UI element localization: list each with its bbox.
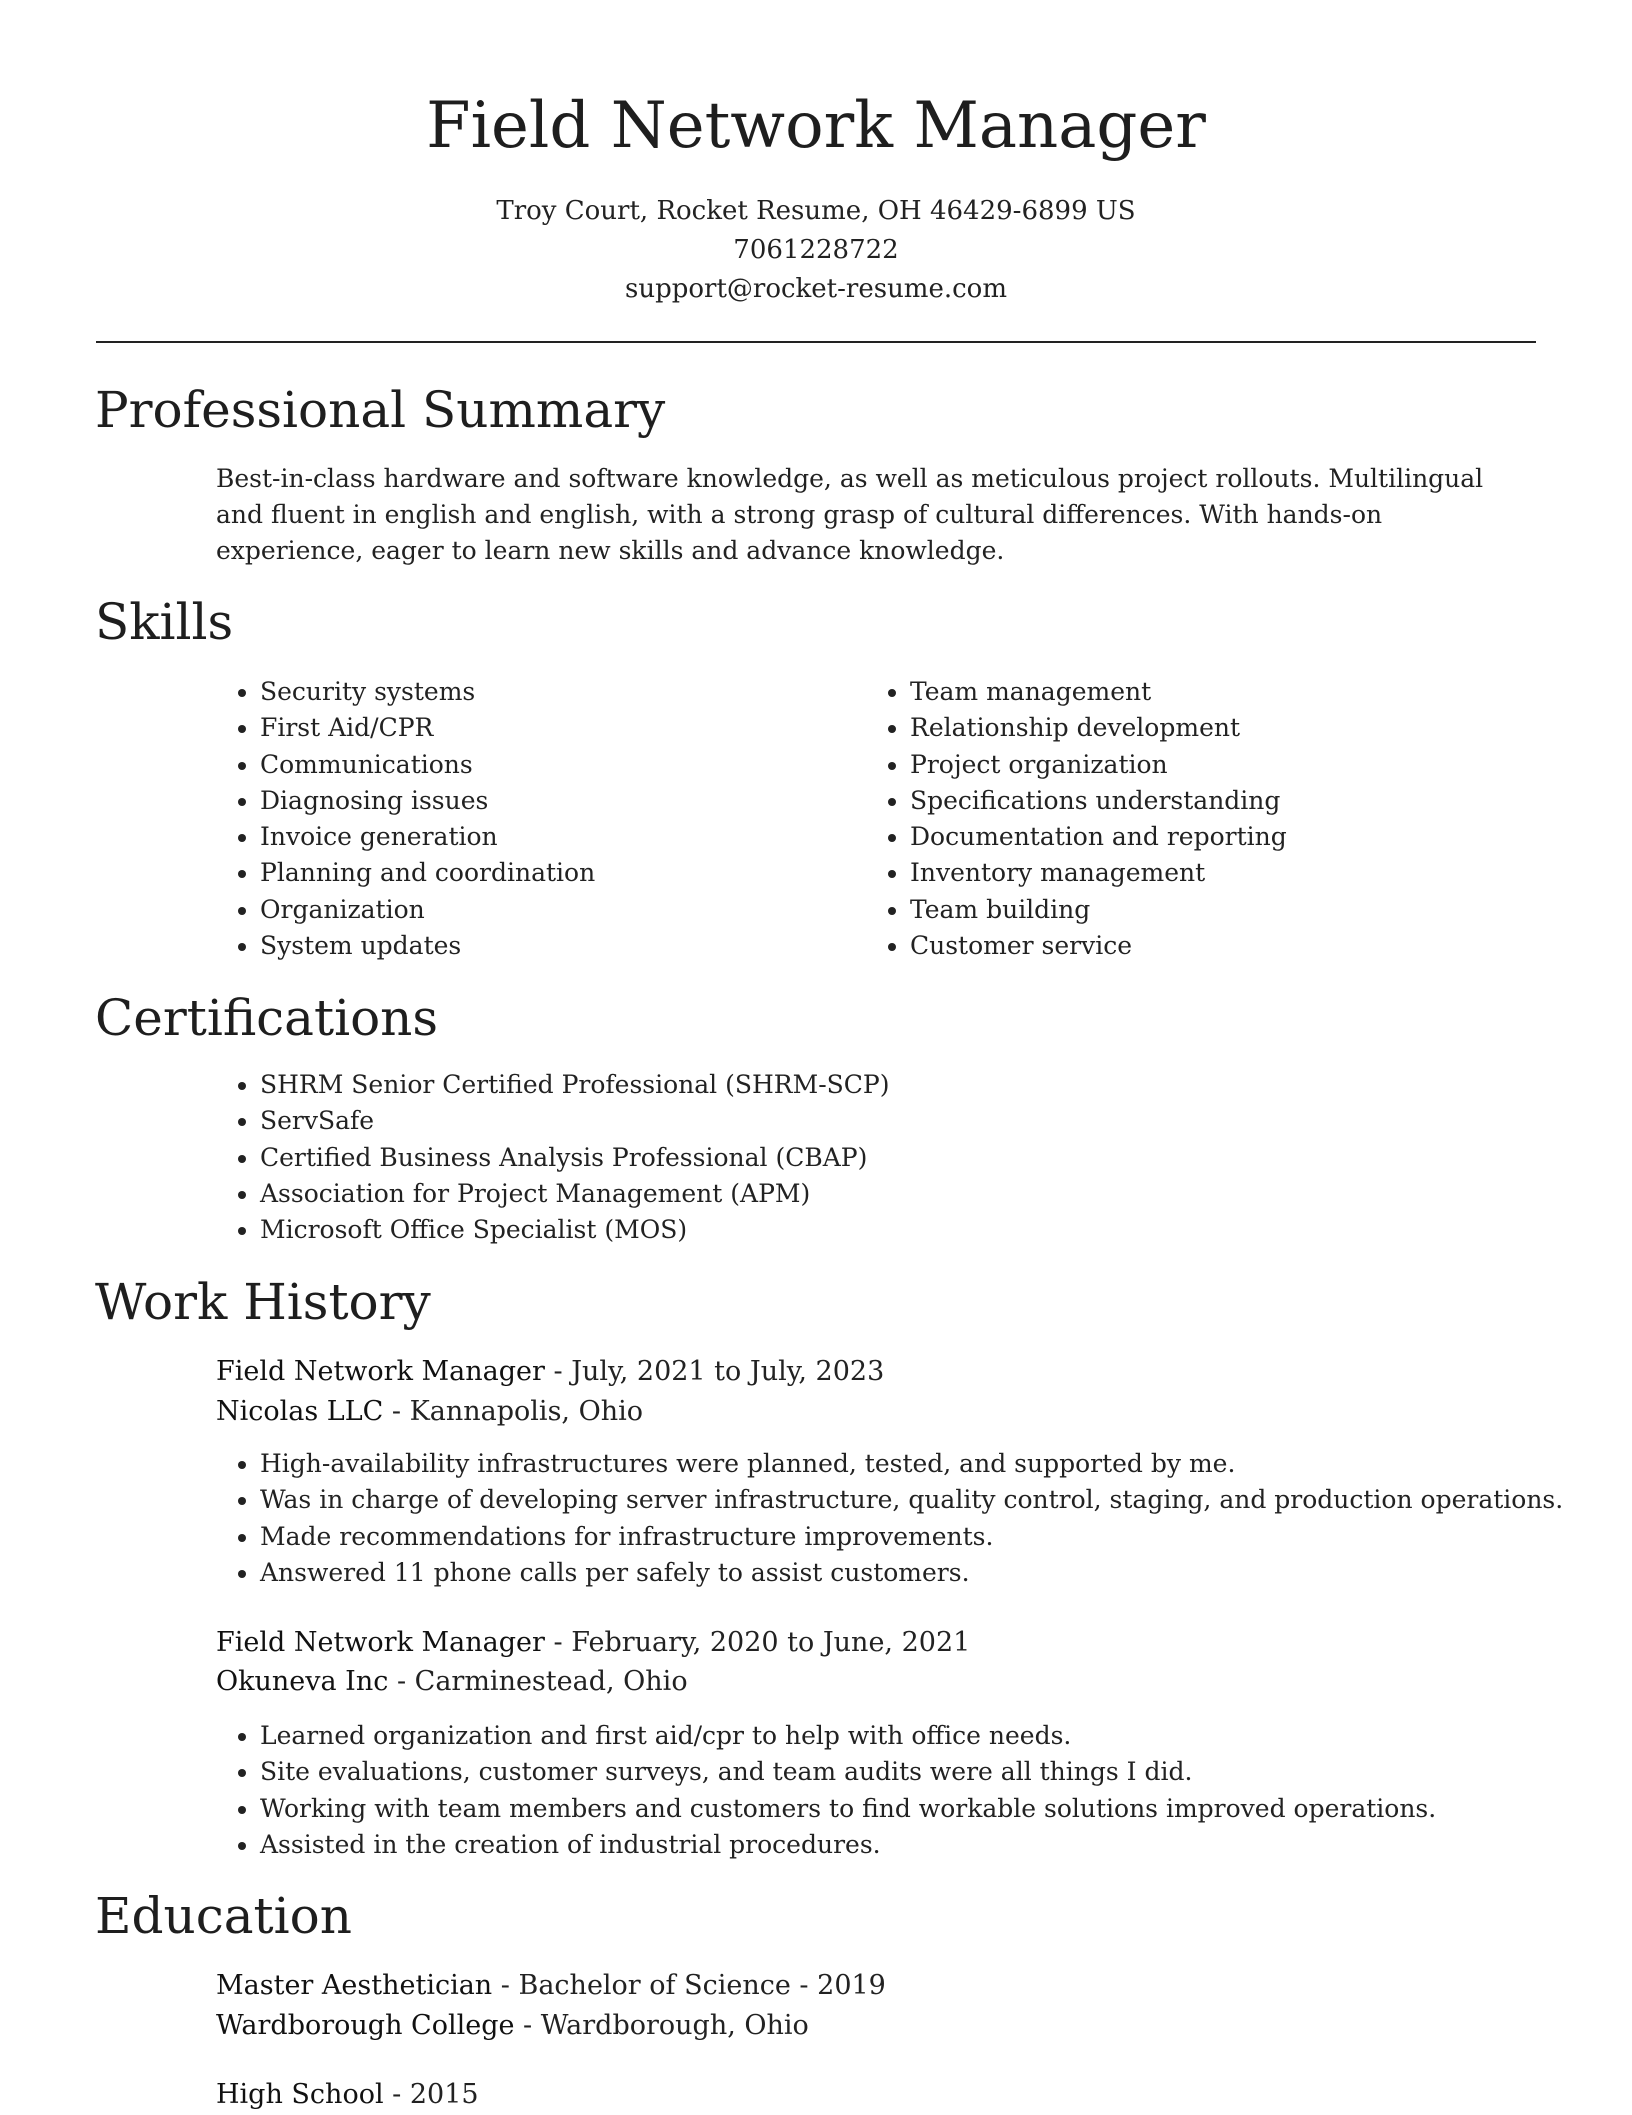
education-degree-line [216,1966,886,2006]
skills-list-left [216,674,595,964]
skill-item: • Team management [910,674,1287,710]
education-detail: - Bachelor of Science - 2019 [492,1970,886,2001]
summary-heading: Professional Summary [95,381,666,439]
skill-item: • Specifications understanding [910,783,1287,819]
resume-name: Field Network Manager [426,89,1206,163]
skills-heading: Skills [95,593,234,651]
job-dates: - July, 2021 to July, 2023 [544,1356,885,1387]
certification-item: • SHRM Senior Certified Professional (SHRM-SCP) [260,1067,890,1103]
education-degree: High School [216,2079,384,2110]
header-divider [96,341,1536,343]
job-bullets [216,1446,1563,1591]
job-location: - Carminestead, Ohio [388,1666,688,1697]
job-title: Field Network Manager [216,1356,545,1387]
education-degree-line [216,2075,479,2115]
certification-item: • Association for Project Management (APM) [260,1176,890,1212]
certification-item: • ServSafe [260,1103,890,1139]
job-bullet: • Made recommendations for infrastructure improvements. [260,1519,1563,1555]
skill-item: • Project organization [910,747,1287,783]
job-bullet: • Assisted in the creation of industrial procedures. [260,1827,1436,1863]
skill-item: • Inventory management [910,855,1287,891]
job-title-line [216,1623,970,1663]
job-bullet: • Working with team members and customers to find workable solutions improved operations. [260,1791,1436,1827]
contact-block [0,192,1632,309]
skill-item: • Documentation and reporting [910,819,1287,855]
skill-item: • First Aid/CPR [260,710,595,746]
job-company: Nicolas LLC [216,1396,384,1427]
summary-text: Best-in-class hardware and software knowledge, as well as meticulous project rollouts. Multilingual and fluent in english and english, with a strong grasp of cultural differences. With hands-on experience, eager to learn new skills and advance knowledge. [216,464,1484,565]
skill-item: • Communications [260,747,595,783]
contact-phone: 7061228722 [733,235,899,265]
skill-item: • Invoice generation [260,819,595,855]
job-company-line [216,1662,688,1702]
skill-item: • Relationship development [910,710,1287,746]
job-location: - Kannapolis, Ohio [383,1396,644,1427]
job-title-line [216,1352,884,1392]
certifications-heading: Certifications [95,989,439,1047]
education-school-line [216,2006,809,2046]
skill-item: • System updates [260,928,595,964]
job-company: Okuneva Inc [216,1666,389,1697]
skill-item: • Customer service [910,928,1287,964]
job-bullet: • Learned organization and first aid/cpr to help with office needs. [260,1718,1436,1754]
skills-list-right [866,674,1287,964]
education-detail: - 2015 [383,2079,479,2110]
certifications-list [216,1067,890,1248]
certification-item: • Microsoft Office Specialist (MOS) [260,1212,890,1248]
contact-address: Troy Court, Rocket Resume, OH 46429-6899 US [496,196,1136,226]
job-title: Field Network Manager [216,1627,545,1658]
job-bullet: • Answered 11 phone calls per safely to assist customers. [260,1555,1563,1591]
education-heading: Education [95,1887,352,1945]
job-bullet: • Was in charge of developing server infrastructure, quality control, staging, and production operations. [260,1482,1563,1518]
job-bullet: • High-availability infrastructures were planned, tested, and supported by me. [260,1446,1563,1482]
contact-email: support@rocket-resume.com [624,274,1007,304]
certification-item: • Certified Business Analysis Professional (CBAP) [260,1140,890,1176]
education-degree: Master Aesthetician [216,1970,493,2001]
education-school: Wardborough College [216,2010,515,2041]
job-dates: - February, 2020 to June, 2021 [544,1627,971,1658]
skill-item: • Team building [910,892,1287,928]
skill-item: • Organization [260,892,595,928]
education-location: - Wardborough, Ohio [514,2010,809,2041]
skill-item: • Security systems [260,674,595,710]
skill-item: • Planning and coordination [260,855,595,891]
job-company-line [216,1392,643,1432]
work-heading: Work History [95,1273,431,1331]
job-bullet: • Site evaluations, customer surveys, and team audits were all things I did. [260,1754,1436,1790]
skill-item: • Diagnosing issues [260,783,595,819]
job-bullets [216,1718,1436,1863]
